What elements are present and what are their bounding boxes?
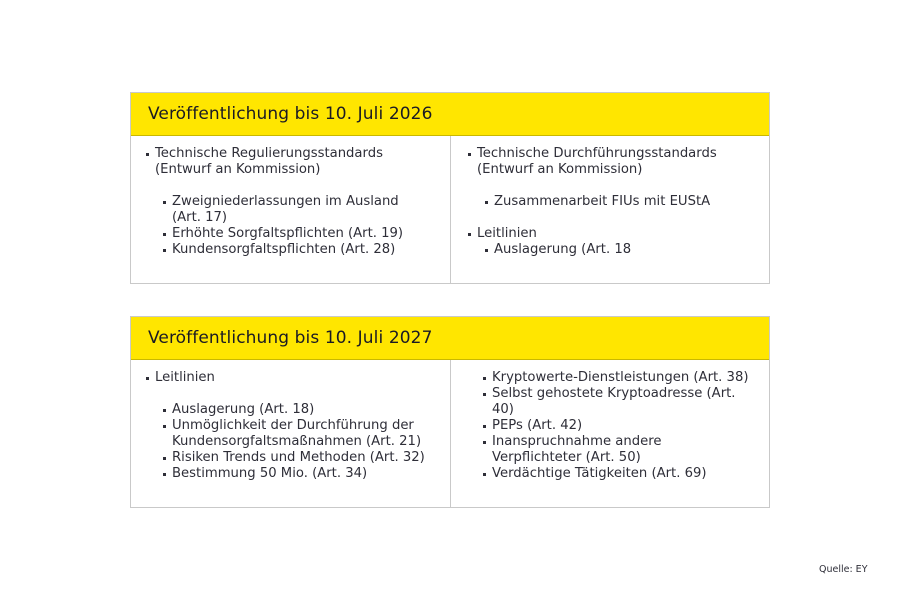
list-item: Bestimmung 50 Mio. (Art. 34): [163, 466, 440, 482]
panel-title: Veröffentlichung bis 10. Juli 2027: [131, 317, 769, 360]
item-text: Kundensorgfaltsmaßnahmen (Art. 21): [172, 434, 422, 449]
item-text: Unmöglichkeit der Durchführung der: [172, 418, 414, 433]
item-text: (Art. 17): [172, 210, 228, 225]
heading-text: Technische Durchführungsstandards: [477, 146, 717, 161]
column-left: [131, 136, 450, 283]
item-text: Inanspruchnahme andere: [492, 434, 662, 449]
list-heading: Leitlinien: [468, 226, 759, 242]
list-item: Kryptowerte-Dienstleistungen (Art. 38): [483, 370, 759, 386]
item-text: 40): [492, 402, 514, 417]
source-caption: Quelle: EY: [819, 564, 868, 575]
list-item: Risiken Trends und Methoden (Art. 32): [163, 450, 440, 466]
list-item: Erhöhte Sorgfaltspflichten (Art. 19): [163, 226, 440, 242]
list-item: PEPs (Art. 42): [483, 418, 759, 434]
list-item: Auslagerung (Art. 18: [485, 242, 759, 258]
list-item: [163, 194, 440, 226]
list-item: Kundensorgfaltspflichten (Art. 28): [163, 242, 440, 258]
list-item: Zusammenarbeit FIUs mit EUStA: [485, 194, 759, 210]
list-heading: [468, 146, 759, 178]
item-text: Selbst gehostete Kryptoadresse (Art.: [492, 386, 736, 401]
column-right: [450, 360, 769, 507]
list-item: Auslagerung (Art. 18): [163, 402, 440, 418]
list-item: Verdächtige Tätigkeiten (Art. 69): [483, 466, 759, 482]
item-text: Zweigniederlassungen im Ausland: [172, 194, 399, 209]
column-left: [131, 360, 450, 507]
list-heading: [146, 146, 440, 178]
panel-title: Veröffentlichung bis 10. Juli 2026: [131, 93, 769, 136]
panel-2026: [130, 92, 770, 284]
heading-text-line2: (Entwurf an Kommission): [155, 162, 321, 177]
list-item: [163, 418, 440, 450]
heading-text-line2: (Entwurf an Kommission): [477, 162, 643, 177]
item-text: Verpflichteter (Art. 50): [492, 450, 641, 465]
column-right: [450, 136, 769, 283]
list-item: [483, 434, 759, 466]
panel-2027: [130, 316, 770, 508]
heading-text: Technische Regulierungsstandards: [155, 146, 383, 161]
list-item: [483, 386, 759, 418]
list-heading: Leitlinien: [146, 370, 440, 386]
